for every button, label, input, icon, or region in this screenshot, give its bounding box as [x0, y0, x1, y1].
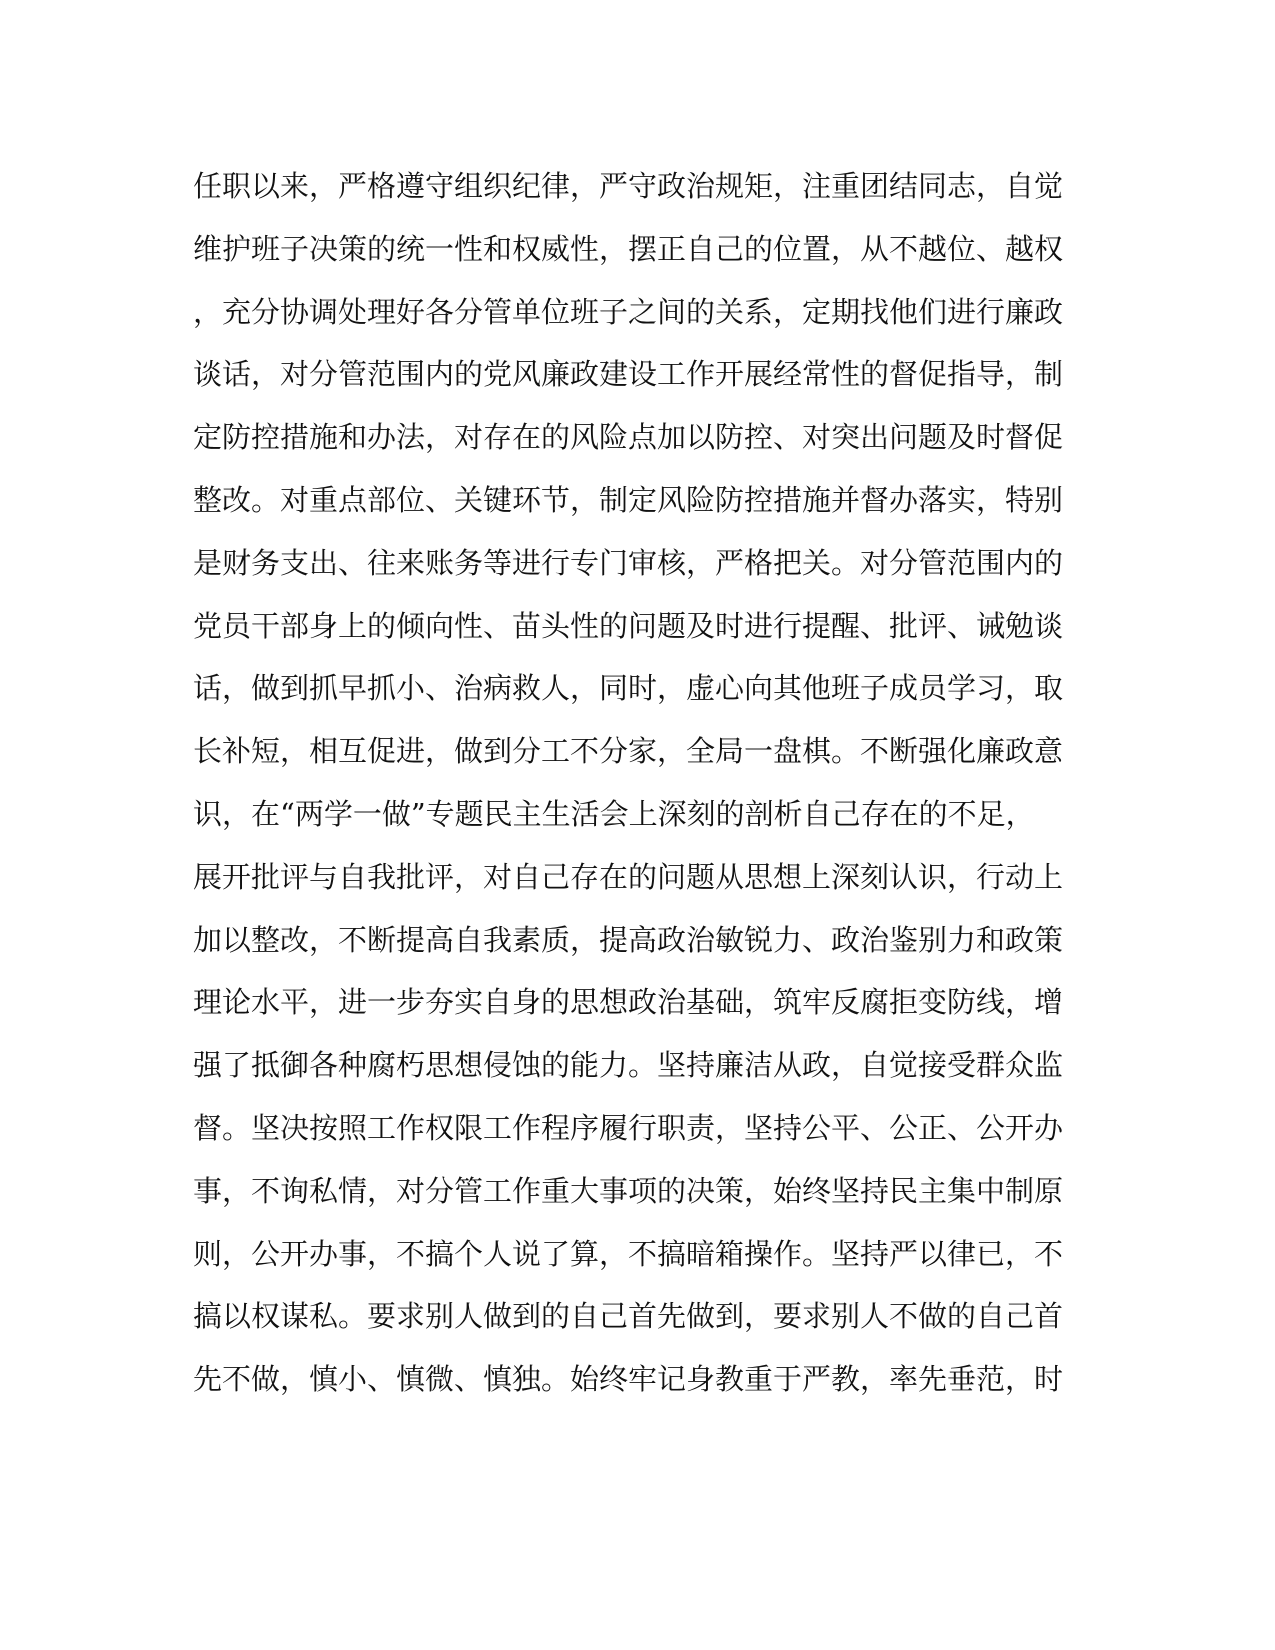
text-line: 识，在“两学一做”专题民主生活会上深刻的剖析自己存在的不足， [193, 796, 1035, 831]
text-line: 强了抵御各种腐朽思想侵蚀的能力。坚持廉洁从政，自觉接受群众监 [193, 1048, 1064, 1083]
text-line: 谈话，对分管范围内的党风廉政建设工作开展经常性的督促指导，制 [193, 357, 1064, 392]
text-line: 定防控措施和办法，对存在的风险点加以防控、对突出问题及时督促 [193, 420, 1064, 455]
text-line: 搞以权谋私。要求别人做到的自己首先做到，要求别人不做的自己首 [193, 1299, 1064, 1334]
text-line: ，充分协调处理好各分管单位班子之间的关系，定期找他们进行廉政 [193, 294, 1064, 329]
text-line: 先不做，慎小、慎微、慎独。始终牢记身教重于严教，率先垂范，时 [193, 1362, 1064, 1397]
text-line: 整改。对重点部位、关键环节，制定风险防控措施并督办落实，特别 [193, 482, 1064, 517]
text-line: 加以整改，不断提高自我素质，提高政治敏锐力、政治鉴别力和政策 [193, 922, 1064, 957]
text-line: 督。坚决按照工作权限工作程序履行职责，坚持公平、公正、公开办 [193, 1110, 1064, 1145]
text-line: 是财务支出、往来账务等进行专门审核，严格把关。对分管范围内的 [193, 545, 1064, 580]
text-line: 则，公开办事，不搞个人说了算，不搞暗箱操作。坚持严以律已，不 [193, 1236, 1064, 1271]
text-line: 党员干部身上的倾向性、苗头性的问题及时进行提醒、批评、诫勉谈 [193, 608, 1064, 643]
body-text [193, 155, 1073, 1411]
text-line: 长补短，相互促进，做到分工不分家，全局一盘棋。不断强化廉政意 [193, 734, 1064, 769]
text-line: 事，不询私情，对分管工作重大事项的决策，始终坚持民主集中制原 [193, 1173, 1064, 1208]
text-line: 维护班子决策的统一性和权威性，摆正自己的位置，从不越位、越权 [193, 231, 1064, 266]
text-line: 任职以来，严格遵守组织纪律，严守政治规矩，注重团结同志，自觉 [193, 169, 1064, 203]
text-line: 理论水平，进一步夯实自身的思想政治基础，筑牢反腐拒变防线，增 [193, 985, 1064, 1020]
text-line: 展开批评与自我批评，对自己存在的问题从思想上深刻认识，行动上 [193, 859, 1064, 894]
text-line: 话，做到抓早抓小、治病救人，同时，虚心向其他班子成员学习，取 [193, 671, 1064, 706]
